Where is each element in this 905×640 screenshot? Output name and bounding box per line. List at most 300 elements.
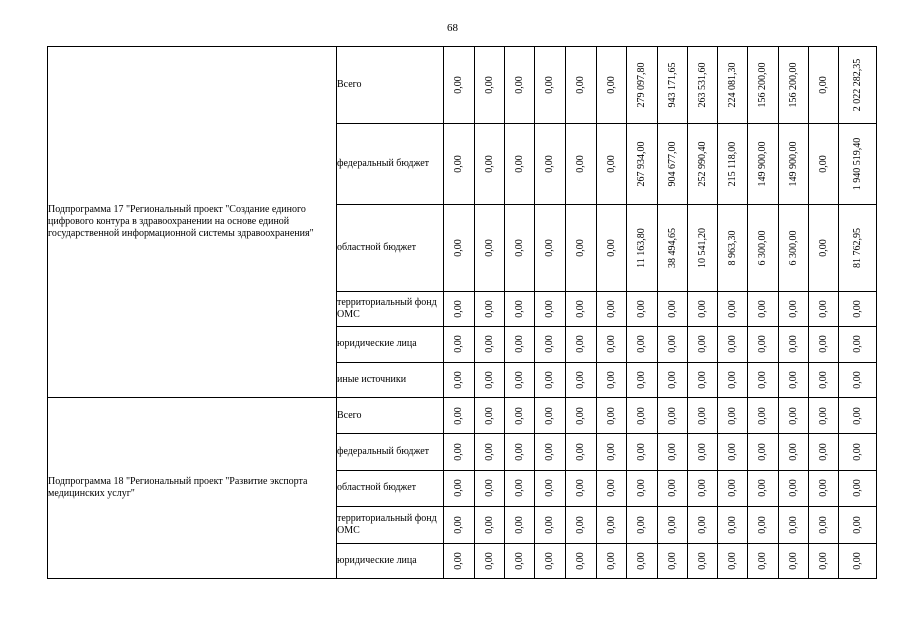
value-cell <box>535 291 566 326</box>
value-text: 0,00 <box>605 76 617 94</box>
value-text: 0,00 <box>696 370 708 389</box>
value-cell <box>505 470 535 506</box>
value-cell <box>688 123 718 204</box>
value-cell <box>839 397 877 433</box>
value-text: 0,00 <box>513 300 525 318</box>
value-text: 0,00 <box>817 406 829 425</box>
value-text: 149 900,00 <box>787 141 799 187</box>
value-cell <box>718 543 748 578</box>
value-cell <box>688 47 718 124</box>
value-text: 263 531,60 <box>696 62 708 108</box>
value-cell <box>505 507 535 543</box>
value-text: 0,00 <box>817 552 829 570</box>
value-text: 0,00 <box>666 300 678 318</box>
value-text: 0,00 <box>666 516 678 534</box>
value-text: 0,00 <box>636 370 647 389</box>
value-text: 11 163,80 <box>636 227 647 268</box>
value-cell <box>658 543 688 578</box>
value-text: 0,00 <box>636 516 647 534</box>
value-text: 0,00 <box>851 443 863 461</box>
value-text: 0,00 <box>483 552 495 570</box>
value-text: 0,00 <box>636 552 647 570</box>
value-text: 0,00 <box>787 406 799 425</box>
value-cell <box>718 397 748 433</box>
value-cell <box>444 470 475 506</box>
value-cell <box>748 543 779 578</box>
value-cell <box>535 507 566 543</box>
value-cell <box>535 434 566 470</box>
value-text: 0,00 <box>726 552 738 570</box>
value-text: 0,00 <box>453 76 464 94</box>
value-cell <box>688 507 718 543</box>
value-text: 0,00 <box>483 239 495 257</box>
value-cell <box>718 362 748 397</box>
value-cell <box>475 434 505 470</box>
value-text: 156 200,00 <box>787 62 799 108</box>
value-cell <box>566 204 597 291</box>
value-cell <box>535 123 566 204</box>
value-cell <box>597 543 627 578</box>
value-text: 0,00 <box>453 406 464 425</box>
value-cell <box>718 470 748 506</box>
value-cell <box>444 123 475 204</box>
value-text: 6 300,00 <box>757 230 768 266</box>
value-text: 0,00 <box>726 479 738 498</box>
value-cell <box>597 123 627 204</box>
value-cell <box>748 204 779 291</box>
value-text: 0,00 <box>575 406 586 425</box>
value-cell <box>688 397 718 433</box>
value-cell <box>444 291 475 326</box>
value-text: 0,00 <box>544 443 555 461</box>
value-cell <box>475 362 505 397</box>
value-text: 0,00 <box>636 443 647 461</box>
value-text: 215 118,00 <box>726 141 738 187</box>
value-cell <box>839 123 877 204</box>
table-row <box>48 397 877 433</box>
value-text: 0,00 <box>851 300 863 318</box>
value-cell <box>566 507 597 543</box>
value-text: 0,00 <box>605 300 617 318</box>
value-cell <box>779 362 809 397</box>
program-name: Подпрограмма 18 "Региональный проект "Развитие экспорта медицинских услуг" <box>48 397 337 578</box>
value-cell <box>688 291 718 326</box>
value-cell <box>566 47 597 124</box>
value-text: 0,00 <box>817 239 829 257</box>
value-text: 0,00 <box>851 335 863 354</box>
value-text: 10 541,20 <box>696 227 708 268</box>
value-cell <box>839 47 877 124</box>
value-cell <box>597 507 627 543</box>
value-cell <box>597 291 627 326</box>
value-cell <box>748 397 779 433</box>
value-text: 0,00 <box>817 76 829 94</box>
value-cell <box>597 470 627 506</box>
value-cell <box>627 397 658 433</box>
value-text: 0,00 <box>636 300 647 318</box>
value-text: 943 171,65 <box>666 62 678 108</box>
value-text: 0,00 <box>605 516 617 534</box>
value-text: 0,00 <box>453 239 464 257</box>
value-text: 0,00 <box>575 516 586 534</box>
value-cell <box>566 397 597 433</box>
value-cell <box>658 327 688 362</box>
value-text: 0,00 <box>513 239 525 257</box>
value-cell <box>658 470 688 506</box>
value-text: 0,00 <box>817 443 829 461</box>
value-text: 0,00 <box>483 443 495 461</box>
value-text: 0,00 <box>851 552 863 570</box>
funding-table <box>47 46 877 579</box>
value-cell <box>718 507 748 543</box>
value-text: 0,00 <box>787 479 799 498</box>
value-cell <box>505 123 535 204</box>
value-cell <box>505 362 535 397</box>
value-cell <box>779 470 809 506</box>
value-text: 0,00 <box>483 335 495 354</box>
value-text: 0,00 <box>544 335 555 354</box>
value-cell <box>779 507 809 543</box>
value-cell <box>839 327 877 362</box>
value-cell <box>809 434 839 470</box>
value-cell <box>566 434 597 470</box>
funding-source: федеральный бюджет <box>337 434 444 470</box>
value-text: 0,00 <box>513 155 525 173</box>
value-cell <box>597 327 627 362</box>
value-text: 0,00 <box>666 479 678 498</box>
value-cell <box>839 291 877 326</box>
value-text: 0,00 <box>605 406 617 425</box>
funding-source: областной бюджет <box>337 470 444 506</box>
value-cell <box>748 434 779 470</box>
value-cell <box>475 397 505 433</box>
value-text: 0,00 <box>726 335 738 354</box>
value-text: 0,00 <box>851 370 863 389</box>
value-text: 0,00 <box>453 479 464 498</box>
value-cell <box>839 204 877 291</box>
value-cell <box>718 123 748 204</box>
value-text: 0,00 <box>483 406 495 425</box>
value-cell <box>718 291 748 326</box>
value-cell <box>779 543 809 578</box>
value-text: 0,00 <box>726 443 738 461</box>
value-text: 279 097,80 <box>636 62 647 108</box>
value-text: 0,00 <box>817 370 829 389</box>
value-text: 0,00 <box>513 443 525 461</box>
value-text: 0,00 <box>696 335 708 354</box>
value-text: 0,00 <box>696 479 708 498</box>
value-text: 0,00 <box>787 516 799 534</box>
value-text: 0,00 <box>453 335 464 354</box>
value-text: 0,00 <box>696 406 708 425</box>
value-text: 0,00 <box>817 335 829 354</box>
value-text: 0,00 <box>513 479 525 498</box>
value-text: 0,00 <box>544 155 555 173</box>
value-cell <box>475 123 505 204</box>
value-cell <box>779 434 809 470</box>
value-cell <box>505 291 535 326</box>
value-text: 0,00 <box>696 443 708 461</box>
value-text: 0,00 <box>575 443 586 461</box>
funding-source: областной бюджет <box>337 204 444 291</box>
value-text: 0,00 <box>544 239 555 257</box>
value-text: 0,00 <box>636 335 647 354</box>
value-cell <box>688 543 718 578</box>
funding-source: федеральный бюджет <box>337 123 444 204</box>
value-text: 0,00 <box>544 76 555 94</box>
value-text: 0,00 <box>696 516 708 534</box>
value-cell <box>566 362 597 397</box>
value-text: 0,00 <box>513 370 525 389</box>
funding-source: территориальный фонд ОМС <box>337 291 444 326</box>
value-text: 0,00 <box>817 300 829 318</box>
value-cell <box>597 47 627 124</box>
value-cell <box>475 291 505 326</box>
value-text: 0,00 <box>605 552 617 570</box>
value-text: 1 940 519,40 <box>851 137 863 191</box>
value-cell <box>505 397 535 433</box>
value-text: 0,00 <box>575 76 586 94</box>
value-text: 6 300,00 <box>787 230 799 266</box>
value-cell <box>505 47 535 124</box>
value-text: 149 900,00 <box>757 141 768 187</box>
value-cell <box>688 434 718 470</box>
value-text: 0,00 <box>513 552 525 570</box>
value-text: 0,00 <box>666 406 678 425</box>
value-cell <box>627 47 658 124</box>
value-cell <box>597 397 627 433</box>
value-cell <box>566 123 597 204</box>
value-cell <box>779 123 809 204</box>
value-text: 0,00 <box>575 552 586 570</box>
value-text: 0,00 <box>544 552 555 570</box>
funding-source: юридические лица <box>337 327 444 362</box>
funding-source: Всего <box>337 397 444 433</box>
value-text: 0,00 <box>757 335 768 354</box>
value-text: 0,00 <box>726 370 738 389</box>
value-text: 0,00 <box>453 370 464 389</box>
value-cell <box>475 327 505 362</box>
value-cell <box>748 291 779 326</box>
value-cell <box>597 204 627 291</box>
value-cell <box>839 470 877 506</box>
value-cell <box>839 434 877 470</box>
value-cell <box>688 204 718 291</box>
value-text: 904 677,00 <box>666 141 678 187</box>
value-text: 0,00 <box>787 552 799 570</box>
value-cell <box>627 291 658 326</box>
value-cell <box>535 47 566 124</box>
value-cell <box>688 327 718 362</box>
value-cell <box>718 204 748 291</box>
value-cell <box>809 397 839 433</box>
value-cell <box>779 327 809 362</box>
value-text: 0,00 <box>513 516 525 534</box>
value-text: 0,00 <box>787 335 799 354</box>
value-text: 224 081,30 <box>726 62 738 108</box>
value-text: 0,00 <box>696 300 708 318</box>
value-cell <box>627 123 658 204</box>
value-text: 0,00 <box>605 155 617 173</box>
value-text: 0,00 <box>817 155 829 173</box>
value-cell <box>809 47 839 124</box>
value-text: 156 200,00 <box>757 62 768 108</box>
value-text: 0,00 <box>817 516 829 534</box>
value-text: 0,00 <box>636 479 647 498</box>
value-text: 0,00 <box>817 479 829 498</box>
value-text: 0,00 <box>483 155 495 173</box>
value-text: 0,00 <box>453 155 464 173</box>
value-cell <box>627 204 658 291</box>
value-text: 0,00 <box>575 370 586 389</box>
value-cell <box>809 204 839 291</box>
value-cell <box>779 397 809 433</box>
value-cell <box>535 327 566 362</box>
value-cell <box>444 362 475 397</box>
program-name: Подпрограмма 17 "Региональный проект "Создание единого цифрового контура в здравоохранении на основе единой государственной информационной системы здравоохранения" <box>48 47 337 398</box>
value-text: 0,00 <box>544 406 555 425</box>
value-cell <box>597 362 627 397</box>
value-cell <box>748 327 779 362</box>
value-text: 0,00 <box>544 479 555 498</box>
value-cell <box>444 543 475 578</box>
value-cell <box>779 204 809 291</box>
value-cell <box>444 397 475 433</box>
value-cell <box>627 434 658 470</box>
value-text: 2 022 282,35 <box>851 58 863 112</box>
value-text: 0,00 <box>575 335 586 354</box>
value-text: 0,00 <box>453 443 464 461</box>
value-cell <box>839 543 877 578</box>
value-cell <box>566 470 597 506</box>
value-cell <box>839 507 877 543</box>
value-cell <box>627 507 658 543</box>
value-text: 0,00 <box>851 516 863 534</box>
value-cell <box>809 327 839 362</box>
value-text: 0,00 <box>513 335 525 354</box>
value-cell <box>658 397 688 433</box>
value-cell <box>505 434 535 470</box>
value-text: 0,00 <box>757 479 768 498</box>
value-text: 0,00 <box>757 443 768 461</box>
table-row <box>48 47 877 124</box>
value-text: 0,00 <box>757 516 768 534</box>
value-cell <box>748 123 779 204</box>
value-text: 0,00 <box>757 406 768 425</box>
value-cell <box>809 291 839 326</box>
value-text: 8 963,30 <box>726 230 738 266</box>
value-text: 0,00 <box>575 479 586 498</box>
value-text: 0,00 <box>757 300 768 318</box>
value-cell <box>627 470 658 506</box>
value-text: 38 494,65 <box>666 227 678 268</box>
value-text: 0,00 <box>636 406 647 425</box>
value-cell <box>535 204 566 291</box>
value-text: 0,00 <box>851 479 863 498</box>
value-text: 0,00 <box>453 552 464 570</box>
value-cell <box>627 543 658 578</box>
value-cell <box>688 470 718 506</box>
value-text: 0,00 <box>666 552 678 570</box>
value-text: 0,00 <box>787 443 799 461</box>
value-cell <box>718 434 748 470</box>
value-text: 0,00 <box>544 516 555 534</box>
value-cell <box>627 362 658 397</box>
funding-source: иные источники <box>337 362 444 397</box>
value-cell <box>658 434 688 470</box>
value-cell <box>658 204 688 291</box>
value-cell <box>748 362 779 397</box>
value-cell <box>566 291 597 326</box>
value-text: 0,00 <box>513 406 525 425</box>
value-cell <box>688 362 718 397</box>
value-text: 0,00 <box>726 300 738 318</box>
funding-source: территориальный фонд ОМС <box>337 507 444 543</box>
value-text: 0,00 <box>483 300 495 318</box>
value-text: 0,00 <box>575 300 586 318</box>
value-text: 81 762,95 <box>851 227 863 268</box>
funding-source: Всего <box>337 47 444 124</box>
value-cell <box>505 543 535 578</box>
value-cell <box>505 204 535 291</box>
value-text: 0,00 <box>453 300 464 318</box>
value-cell <box>718 47 748 124</box>
value-text: 267 934,00 <box>636 141 647 187</box>
value-cell <box>779 291 809 326</box>
value-text: 0,00 <box>605 335 617 354</box>
value-text: 0,00 <box>757 552 768 570</box>
value-cell <box>658 123 688 204</box>
value-text: 0,00 <box>787 300 799 318</box>
value-cell <box>658 291 688 326</box>
value-cell <box>475 204 505 291</box>
value-cell <box>597 434 627 470</box>
value-text: 0,00 <box>605 370 617 389</box>
value-text: 0,00 <box>787 370 799 389</box>
value-text: 0,00 <box>575 239 586 257</box>
value-cell <box>566 327 597 362</box>
value-cell <box>779 47 809 124</box>
value-text: 0,00 <box>544 370 555 389</box>
page-number: 68 <box>447 22 458 34</box>
value-cell <box>748 470 779 506</box>
value-text: 0,00 <box>605 479 617 498</box>
value-text: 0,00 <box>726 406 738 425</box>
value-cell <box>809 507 839 543</box>
value-cell <box>718 327 748 362</box>
value-text: 0,00 <box>726 516 738 534</box>
value-cell <box>444 47 475 124</box>
value-text: 0,00 <box>605 239 617 257</box>
value-cell <box>627 327 658 362</box>
value-text: 0,00 <box>757 370 768 389</box>
value-text: 0,00 <box>483 479 495 498</box>
value-cell <box>535 470 566 506</box>
value-text: 0,00 <box>666 370 678 389</box>
value-cell <box>475 47 505 124</box>
value-cell <box>475 470 505 506</box>
value-text: 0,00 <box>696 552 708 570</box>
value-cell <box>475 507 505 543</box>
value-text: 0,00 <box>483 76 495 94</box>
value-text: 0,00 <box>575 155 586 173</box>
value-cell <box>658 362 688 397</box>
value-cell <box>535 397 566 433</box>
value-cell <box>658 47 688 124</box>
value-text: 0,00 <box>851 406 863 425</box>
value-cell <box>809 470 839 506</box>
value-cell <box>505 327 535 362</box>
